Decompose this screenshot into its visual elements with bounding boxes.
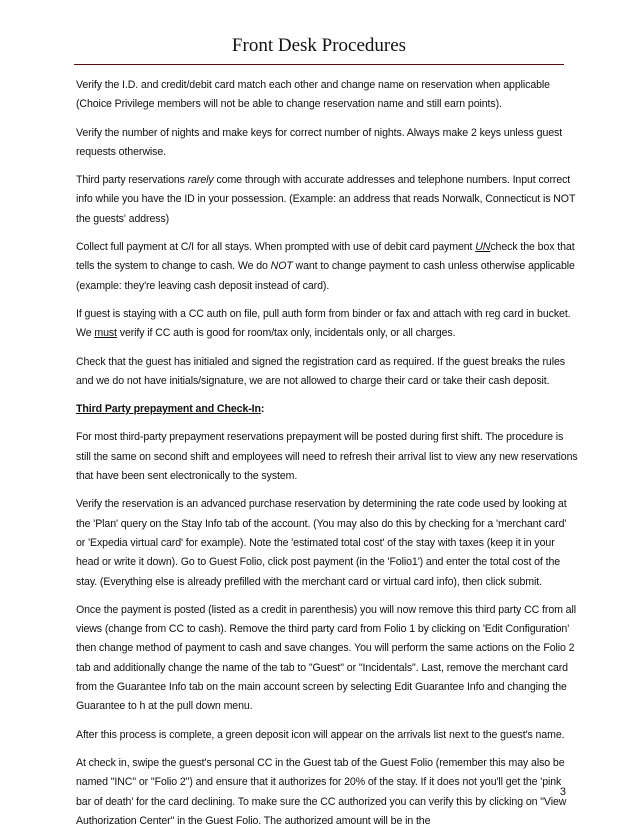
paragraph-registration-card: Check that the guest has initialed and signed the registration card as required. If the guest breaks the rules and we do not have initials/signature, we are not allowed to charge their card or take their cash deposit. — [76, 355, 565, 387]
paragraph-third-party-addresses: Third party reservations rarely come through with accurate addresses and telephone numbers. Input correct info while you have the ID in your possession. (Example: an address that reads Norwalk, Connecticut is NOT the guests' address) — [76, 174, 576, 225]
page-number: 3 — [559, 786, 566, 798]
paragraph-check-in-swipe: At check in, swipe the guest's personal CC in the Guest tab of the Guest Folio (remember this may also be named "INC" or "Folio 2") and ensure that it authorizes for 20% of the stay. If it does not you'll get the 'pink bar of death' for the card declining. To make sure the CC authorized you can verify this by clicking on "View Authorization Center" in the Guest Folio. The authorized amount will be in the — [76, 756, 567, 827]
paragraph-deposit-icon: After this process is complete, a green deposit icon will appear on the arrivals list next to the guest's name. — [76, 728, 565, 741]
paragraph-prepayment-posting: For most third-party prepayment reservations prepayment will be posted during first shift. The procedure is still the same on second shift and employees will need to refresh their arrival list to view any new reservations that have been sent electronically to the system. — [76, 431, 578, 483]
paragraph-remove-third-party-cc: Once the payment is posted (listed as a credit in parenthesis) you will now remove this third party CC from all views (change from CC to cash). Remove the third party card from Folio 1 by clicking on 'Edit Configuration' then change method of payment to cash and save changes. You will perform the same actions on the Folio 2 tab and additionally change the name of the tab to "Guest" or "Incidentals". Last, remove the merchant card from the Guarantee Info tab on the main account screen by selecting Edit Guarantee Info and changing the Guarantee to h at the pull down menu. — [76, 603, 576, 713]
paragraph-verify-reservation: Verify the reservation is an advanced purchase reservation by determining the rate code used by looking at the 'Plan' query on the Stay Info tab of the account. (You may also do this by checking for a 'merchant card' or 'Expedia virtual card' for example). Note the 'estimated total cost' of the stay with taxes (keep it in your head or write it down). Go to Guest Folio, click post payment (in the 'Folio1') and enter the total cost of the stay. (Everything else is already prefilled with the merchant card or virtual card info), then click submit. — [76, 498, 567, 588]
document-body — [76, 76, 578, 840]
paragraph-cc-auth: If guest is staying with a CC auth on file, pull auth form from binder or fax and attach with reg card in bucket. We must verify if CC auth is good for room/tax only, incidentals only, or all charges. — [76, 307, 571, 340]
paragraph-full-payment: Collect full payment at C/I for all stays. When prompted with use of debit card payment UNcheck the box that tells the system to change to cash. We do NOT want to change payment to cash unless otherwise applicable (example: they're leaving cash deposit instead of card). — [76, 241, 575, 292]
page-header — [74, 30, 564, 65]
emphasis-un: UN — [475, 241, 491, 254]
emphasis-not: NOT — [270, 260, 293, 273]
emphasis-rarely: rarely — [187, 174, 214, 187]
paragraph-id-verification: Verify the I.D. and credit/debit card match each other and change name on reservation when applicable (Choice Privilege members will not be able to change reservation name and still earn points). — [76, 79, 550, 111]
paragraph-nights-keys: Verify the number of nights and make keys for correct number of nights. Always make 2 keys unless guest requests otherwise. — [76, 126, 563, 158]
section-heading-third-party: Third Party prepayment and Check-In: — [76, 403, 265, 416]
page-title: Front Desk Procedures — [231, 35, 407, 56]
emphasis-must: must — [94, 327, 117, 340]
